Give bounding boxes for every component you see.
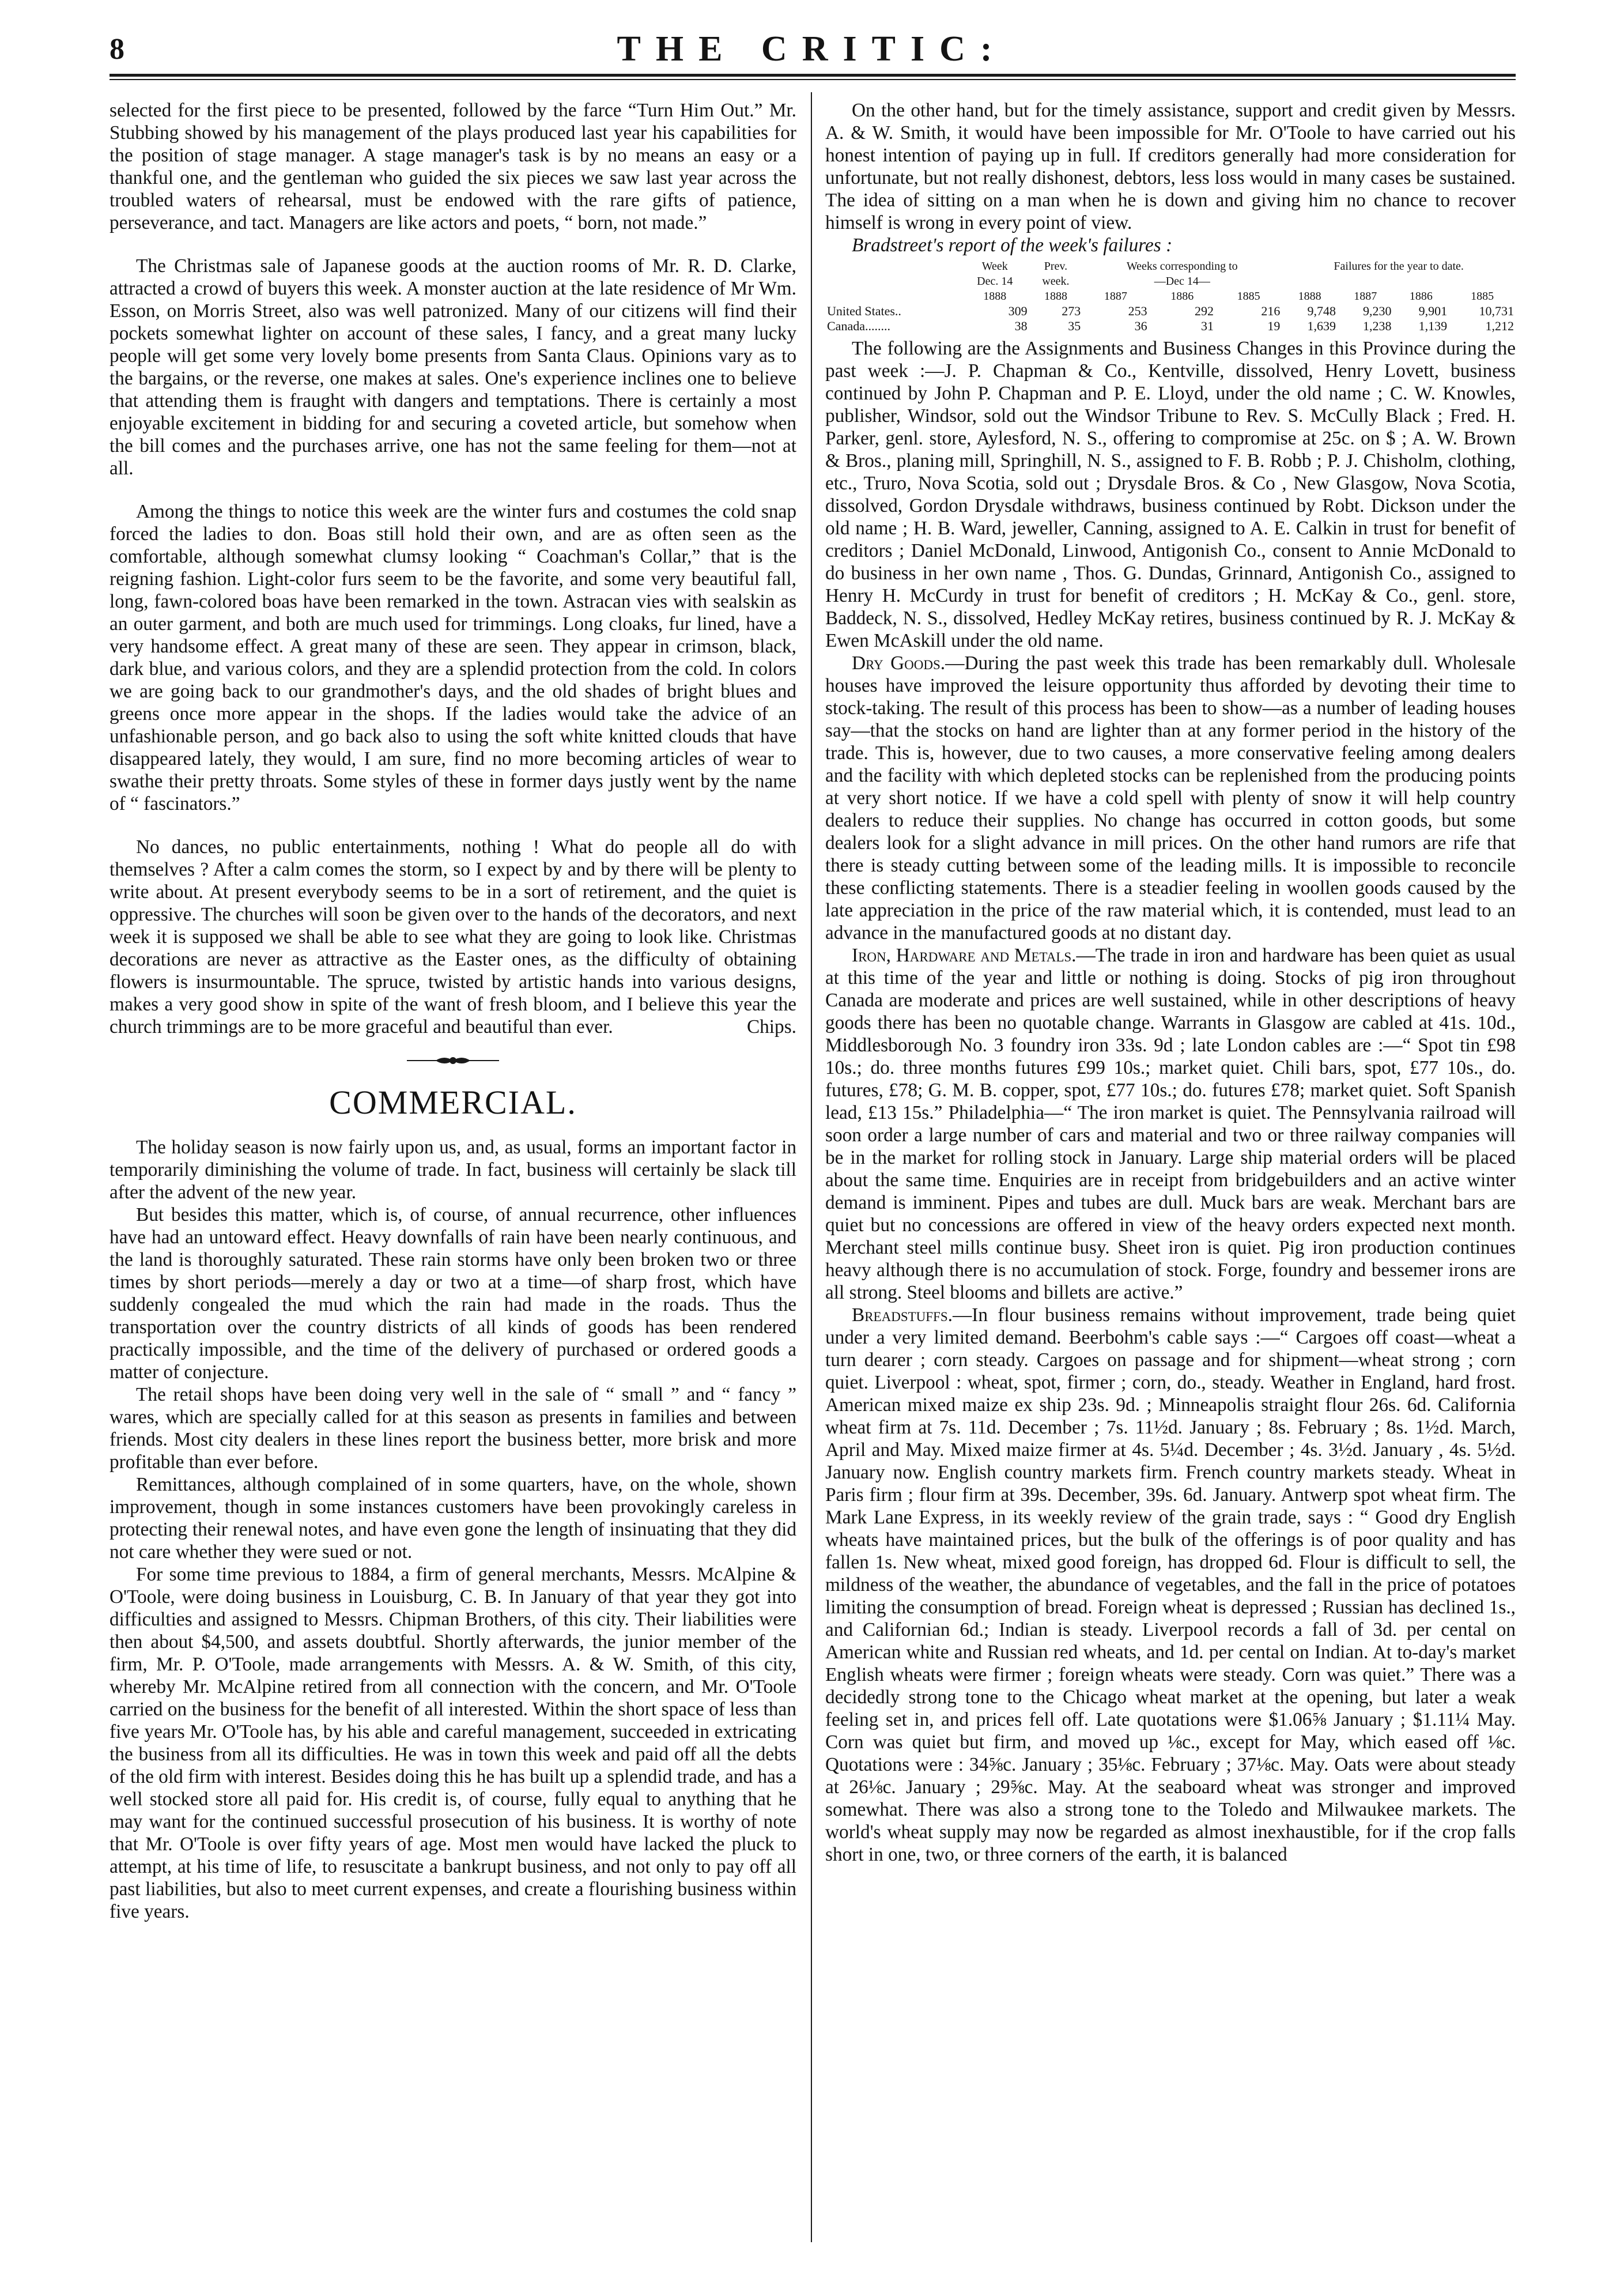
table-cell: Prev. bbox=[1044, 260, 1068, 273]
bradstreet-intro bbox=[825, 234, 1516, 256]
signature: Chips. bbox=[746, 1016, 796, 1038]
bradstreet-intro-text: Bradstreet's report of the week's failures : bbox=[852, 235, 1173, 256]
paragraph: But besides this matter, which is, of course, of annual recurrence, other influences have had an untoward effect. Heavy downfalls of rain have been nearly continuous, and the land is thoroughly saturated. These rain storms have only been broken two or three times by short periods—merely a day or two at a time—of sharp frost, which have suddenly congealed the mud which the rain had made in the roads. Thus the transportation over the country districts of all kinds of goods has been rendered practically impossible, and the time of the delivery of purchased or ordered goods a matter of conjecture. bbox=[109, 1204, 796, 1383]
table-cell: Dec. 14 bbox=[977, 275, 1013, 288]
table-cell: 292 bbox=[1194, 304, 1214, 318]
table-cell: 1887 bbox=[1354, 290, 1377, 303]
table-cell: 1,639 bbox=[1307, 319, 1336, 333]
breadstuffs-label: Breadstuffs. bbox=[852, 1304, 953, 1326]
table-cell: 216 bbox=[1261, 304, 1281, 318]
table-cell: 1,238 bbox=[1363, 319, 1392, 333]
paragraph: The following are the Assignments and Business Changes in this Province during the past week :—J. P. Chapman & Co., Kentville, dissolved, Henry Lovett, business continued by John P. Chapman and P. E. Lloyd, under the old name ; C. W. Knowles, publisher, Windsor, sold out the Windsor Tribune to Rev. S. McCully Black ; Fred. H. Parker, genl. store, Aylesford, N. S., offering to compromise at 25c. on $ ; A. W. Brown & Bros., planing mill, Springhill, N. S., assigned to F. B. Robb ; P. J. Chisholm, clothing, etc., Truro, Nova Scotia, sold out ; Drysdale Bros. & Co , New Glasgow, Nova Scotia, dissolved, Gordon Drysdale withdraws, business continued by Robt. Dickson under the old name ; H. B. Ward, jeweller, Canning, assigned to A. E. Calkin in trust for benefit of creditors ; Daniel McDonald, Linwood, Antigonish Co., consent to Annie McDonald to do business in her own name , Thos. G. Dundas, Grinnard, Antigonish Co., assigned to Henry H. McCurdy in trust for benefit of creditors ; H. McKay & Co., genl. store, Baddeck, N. S., dissolved, Hedley McKay retires, business continued by R. J. McKay & Ewen McAskill under the old name. bbox=[825, 338, 1516, 651]
table-row bbox=[825, 304, 1516, 319]
header-rule-thin bbox=[109, 79, 1516, 80]
table-cell: 1888 bbox=[1044, 290, 1067, 303]
failures-table bbox=[825, 259, 1516, 334]
iron-label: Iron, Hardware and Metals. bbox=[852, 945, 1077, 966]
table-header-row bbox=[825, 274, 1516, 289]
table-cell: United States.. bbox=[827, 304, 901, 318]
paragraph-breadstuffs bbox=[825, 1304, 1516, 1866]
paragraph: selected for the first piece to be presented, followed by the farce “Turn Him Out.” Mr. Stubbing showed by his management of the plays produced last year his capabilities for the position of stage manager. A stage manager's task is by no means an easy or a thankful one, and the gentleman who guided the six pieces we saw last year across the troubled waters of rehearsal, must be endowed with the rare gifts of patience, perseverance, and tact. Managers are like actors and poets, “ born, not made.” bbox=[109, 100, 796, 233]
table-cell bbox=[825, 274, 961, 289]
table-cell: 1888 bbox=[983, 290, 1007, 303]
page-number: 8 bbox=[109, 33, 124, 66]
table-cell: 1886 bbox=[1409, 290, 1433, 303]
paragraph: Remittances, although complained of in some quarters, have, on the whole, shown improvement, though in some instances customers have been provokingly careless in protecting their renewal notes, and have even gone the length of insinuating that they did not care whether they were sued or not. bbox=[109, 1474, 796, 1563]
table-cell: 10,731 bbox=[1479, 304, 1514, 318]
table-header-row bbox=[825, 259, 1516, 274]
table-cell: 9,901 bbox=[1418, 304, 1448, 318]
table-cell: week. bbox=[1042, 275, 1070, 288]
table-cell: 309 bbox=[1008, 304, 1028, 318]
table-cell: Weeks corresponding to bbox=[1126, 260, 1238, 273]
table-cell: Week bbox=[981, 260, 1008, 273]
section-heading-commercial: COMMERCIAL. bbox=[329, 1084, 577, 1121]
right-column bbox=[825, 99, 1516, 2243]
left-column bbox=[109, 99, 796, 2243]
table-cell: 9,748 bbox=[1307, 304, 1336, 318]
paragraph: The holiday season is now fairly upon us, and, as usual, forms an important factor in temporarily diminishing the volume of trade. In fact, business will certainly be slack till after the advent of the new year. bbox=[109, 1137, 796, 1203]
table-cell: 1885 bbox=[1471, 290, 1494, 303]
table-cell: 38 bbox=[1014, 319, 1028, 333]
paragraph: The retail shops have been doing very well in the sale of “ small ” and “ fancy ” wares, which are specially called for at this season as presents in families and between friends. Most city dealers in these lines report the business better, more brisk and more profitable than ever before. bbox=[109, 1384, 796, 1473]
iron-text: —The trade in iron and hardware has been quiet as usual at this time of the year and little or nothing is doing. Stocks of pig iron throughout Canada are moderate and prices are well sustained, while in other descriptions of heavy goods there has been no quotable change. Warrants in Glasgow are cabled at 41s. 10d., Middlesborough No. 3 foundry iron 33s. 9d ; late London cables are :—“ Spot tin £98 10s.; do. three months futures £99 10s.; market quiet. Chili bars, spot, £77 10s., do. futures, £78; G. M. B. copper, spot, £77 10s.; do. futures £78; market quiet. Soft Spanish lead, £13 15s.” Philadelphia—“ The iron market is quiet. The Pennsylvania railroad will soon order a large number of cars and material and two or three railway companies will be in the market for rolling stock in January. Large ship material orders will be placed about the same time. Enquiries are in receipt from bridgebuilders and an active winter demand is imminent. Pipes and tubes are dull. Muck bars are weak. Merchant bars are quiet but no concessions are offered in view of the heavy orders expected next month. Merchant steel mills continue busy. Sheet iron is quiet. Pig iron production continues heavy although there is no accumulation of stock. Forge, foundry and bessemer irons are all strong. Steel blooms and billets are active.” bbox=[825, 945, 1516, 1303]
table-cell: 253 bbox=[1128, 304, 1147, 318]
paragraph: No dances, no public entertainments, nothing ! What do people all do with themselves ? After a calm comes the storm, so I expect by and by there will be plenty to write about. At present everybody seems to be in a sort of retirement, and the quiet is oppressive. The churches will soon be given over to the hands of the decorators, and next week it is supposed we shall be able to see what they are going to look like. Christmas decorations are never as attractive as the Easter ones, as the difficulty of obtaining flowers is insurmountable. The spruce, twisted by artistic hands into various designs, makes a very good show in spite of the want of fresh bloom, and I believe this year the church trimmings are to be more graceful and beautiful than ever. bbox=[109, 836, 796, 1038]
table-cell: 273 bbox=[1062, 304, 1081, 318]
ornament-divider bbox=[109, 1052, 796, 1072]
table-year-row bbox=[825, 289, 1516, 304]
table-cell: 35 bbox=[1068, 319, 1081, 333]
table-cell bbox=[825, 289, 961, 304]
table-cell bbox=[825, 259, 961, 274]
paragraph: On the other hand, but for the timely assistance, support and credit given by Messrs. A. & W. Smith, it would have been impossible for Mr. O'Toole to have carried out his honest intention of paying up in full. If creditors generally had more consideration for unfortunate, but not really dishonest, debtors, less loss would in many cases be sustained. The idea of sitting on a man when he is down and giving him no chance to recover himself is wrong in every point of view. bbox=[825, 100, 1516, 233]
table-cell: 9,230 bbox=[1363, 304, 1392, 318]
table-cell: 1,212 bbox=[1485, 319, 1514, 333]
table-cell: —Dec 14— bbox=[1154, 275, 1210, 288]
table-cell: 1886 bbox=[1170, 290, 1194, 303]
table-cell: 1,139 bbox=[1418, 319, 1448, 333]
paragraph-iron bbox=[825, 944, 1516, 1304]
breadstuffs-text: —In flour business remains without improvement, trade being quiet under a very limited demand. Beerbohm's cable says :—“ Cargoes off coast—wheat a turn dearer ; corn steady. Cargoes on passage and for shipment—wheat strong ; corn quiet. Liverpool : wheat, spot, firmer ; corn, do., steady. Weather in England, hard frost. American mixed maize ex ship 23s. 9d. ; Minneapolis straight flour 26s. 6d. California wheat firm at 7s. 11d. December ; 7s. 11½d. January ; 8s. February ; 8s. 1½d. March, April and May. Mixed maize firmer at 4s. 5¼d. December ; 4s. 3½d. January , 4s. 5½d. January now. English country markets firm. French country markets steady. Wheat in Paris firm ; flour firm at 39s. December, 39s. 6d. January. Antwerp spot wheat firm. The Mark Lane Express, in its weekly review of the grain trade, says : “ Good dry English wheats have maintained prices, but the bulk of the offerings is of poor quality and has fallen 1s. New wheat, mixed good foreign, has dropped 6d. Flour is difficult to sell, the mildness of the weather, the abundance of vegetables, and the fall in the price of potatoes limiting the consumption of bread. Foreign wheat is depressed ; Russian has declined 1s., and Californian 6d.; Indian is steady. Liverpool records a fall of 3d. per cental on American white and Russian red wheats, and 1d. per cental on Indian. At to-day's market English wheats were firmer ; foreign wheats were steady. Corn was quiet.” There was a decidedly strong tone to the Chicago wheat market at the opening, but later a weak feeling set in, and prices fell off. Late quotations were $1.06⅝ January ; $1.11¼ May. Corn was quiet but firm, and moved up ⅛c., except for May, which eased off ⅛c. Quotations were : 34⅝c. January ; 35⅛c. February ; 37⅛c. May. Oats were about steady at 26⅛c. January ; 29⅝c. May. At the seaboard wheat was stronger and improved somewhat. There was also a strong tone to the Toledo and Milwaukee markets. The world's wheat supply may now be regarded as almost inexhaustible, for if the crop falls short in one, two, or three corners of the earth, it is balanced bbox=[825, 1304, 1516, 1865]
table-row bbox=[825, 319, 1516, 334]
paragraph: For some time previous to 1884, a firm of general merchants, Messrs. McAlpine & O'Toole, were doing business in Louisburg, C. B. In January of that year they got into difficulties and assigned to Messrs. Chipman Brothers, of this city. Their liabilities were then about $4,500, and assets doubtful. Shortly afterwards, the junior member of the firm, Mr. P. O'Toole, made arrangements with Messrs. A. & W. Smith, of this city, whereby Mr. McAlpine retired from all connection with the concern, and Mr. O'Toole carried on the business for the benefit of all interested. Within the short space of less than five years Mr. O'Toole has, by his able and careful management, succeeded in extricating the business from all its difficulties. He was in town this week and paid off all the debts of the old firm with interest. Besides doing this he has built up a splendid trade, and has a well stocked store all paid for. His credit is, of course, fully equal to anything that he may want for the continued successful prosecution of his business. It is worthy of note that Mr. O'Toole is over fifty years of age. Most men would have lacked the pluck to attempt, at his time of life, to resuscitate a bankrupt business, and not only to pay off all past liabilities, but also to meet current expenses, and create a flourishing business within five years. bbox=[109, 1564, 796, 1922]
paragraph-dry-goods bbox=[825, 652, 1516, 944]
paragraph: Among the things to notice this week are the winter furs and costumes the cold snap forced the ladies to don. Boas still hold their own, and are as often seen as the comfortable, although somewhat clumsy looking “ Coachman's Collar,” that is the reigning fashion. Light-color furs seem to be the favorite, and some very beautiful fall, long, fawn-colored boas have been remarked in the town. Astracan vies with sealskin as an outer garment, and both are much used for trimmings. Long cloaks, fur lined, have a very handsome effect. A great many of these are seen. They appear in crimson, black, dark blue, and various colors, and they are a splendid protection from the cold. In colors we are going back to our grandmother's days, and the old shades of bright blues and greens once more appear in the shops. If the ladies would take the advice of an unfashionable person, and go back also to using the soft white knitted clouds that have disappeared lately, they would, I am sure, find no more becoming articles of wear to swathe their pretty throats. Some styles of these in former days justly went by the name of “ fascinators.” bbox=[109, 501, 796, 814]
table-cell: Failures for the year to date. bbox=[1334, 260, 1464, 273]
table-cell: 1885 bbox=[1237, 290, 1260, 303]
table-cell: 36 bbox=[1134, 319, 1147, 333]
table-cell: Canada........ bbox=[827, 319, 890, 333]
table-cell bbox=[1282, 274, 1516, 289]
header-rule bbox=[109, 74, 1516, 77]
dry-goods-label: Dry Goods. bbox=[852, 652, 946, 674]
table-cell: 19 bbox=[1267, 319, 1281, 333]
table-cell: 1888 bbox=[1298, 290, 1321, 303]
column-divider bbox=[811, 92, 812, 2242]
paragraph: The Christmas sale of Japanese goods at the auction rooms of Mr. R. D. Clarke, attracted a crowd of buyers this week. A monster auction at the late residence of Mr Wm. Esson, on Morris Street, also was well patronized. Many of our citizens will find their pockets somewhat lighter on account of these sales, I fancy, and a great many lucky people will get some very lovely bome presents from Santa Claus. Opinions vary as to the bargains, or the reverse, one makes at sales. One's experience inclines one to believe that attending them is fraught with dangers and temptations. There is certainly a most enjoyable excitement in bidding for and securing a coveted article, but somehow when the bill comes and the purchases arrive, one has not the same feeling for them—not at all. bbox=[109, 255, 796, 479]
dry-goods-text: —During the past week this trade has been remarkably dull. Wholesale houses have improved the leisure opportunity thus afforded by devoting their time to stock-taking. The result of this process has been to show—as a number of leading houses say—that the stocks on hand are lighter than at any former period in the history of the trade. This is, however, due to two causes, a more conservative feeling among dealers and the facility with which depleted stocks can be replenished from the producing points at very short notice. If we have a cold spell with plenty of snow it will help country dealers to reduce their supplies. No change has occurred in cotton goods, but some dealers look for a slight advance in mill prices. On the other hand rumors are rife that there is steady cutting between some of the leading mills. It is impossible to reconcile these conflicting statements. There is a steadier feeling in woollen goods caused by the late appreciation in the price of the raw material which, it is contended, must lead to an advance in the manufactured goods at no distant day. bbox=[825, 652, 1516, 944]
masthead-title: THE CRITIC: bbox=[617, 29, 1007, 69]
table-cell: 31 bbox=[1200, 319, 1214, 333]
table-cell: 1887 bbox=[1104, 290, 1127, 303]
